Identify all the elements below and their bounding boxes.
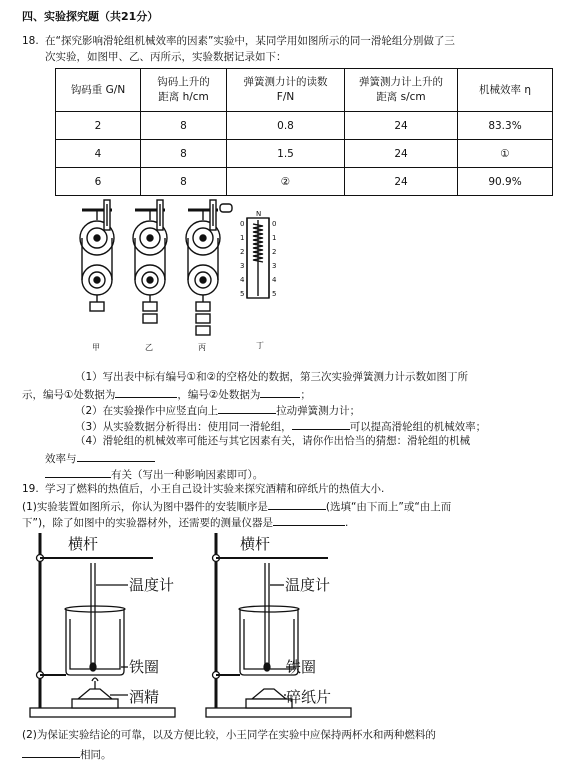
q18-sub4-line1: （4）滑轮组的机械效率可能还与其它因素有关，请你作出恰当的猜想：滑轮组的机械 — [75, 435, 471, 447]
scale-tick: 4 — [240, 276, 245, 284]
table-cell: 24 — [345, 168, 458, 196]
table-cell: 24 — [345, 140, 458, 168]
pulley-setup-yi-icon — [133, 200, 167, 323]
answer-blank-2[interactable] — [260, 386, 300, 398]
header-cell: 钩码重 G/N — [56, 69, 141, 112]
q19-sub1-line1: (1)实验装置如图所示，你认为图中器件的安装顺序是 (选填“由下而上”或“由上而 — [22, 498, 451, 514]
table-header-row — [56, 69, 553, 112]
scale-tick: 3 — [272, 262, 277, 270]
pulley-setup-bing-icon — [186, 200, 232, 335]
header-cell: 钩码上升的 距离 h/cm — [141, 69, 227, 112]
scale-tick: 2 — [272, 248, 277, 256]
table-cell: 83.3% — [458, 112, 553, 140]
q19-sub2-line1: (2)为保证实验结论的可靠，以及方便比较，小王同学在实验中应保持两杯水和两种燃料的 — [22, 729, 436, 741]
table-cell: 8 — [141, 140, 227, 168]
answer-blank-3[interactable] — [218, 402, 276, 414]
answer-blank-5b[interactable] — [45, 466, 111, 478]
table-cell: 2 — [56, 112, 141, 140]
scale-tick: 5 — [272, 290, 277, 298]
spring-scale-ding-icon — [247, 218, 269, 298]
q18-sub2: （2）在实验操作中应竖直向上 拉动弹簧测力计； — [75, 402, 360, 418]
label-alcohol: 酒精 — [129, 688, 160, 706]
q18-intro-line1: 在“探究影响滑轮组机械效率的因素”实验中，某同学用如图所示的同一滑轮组分别做了三 — [45, 35, 455, 47]
table-cell: 6 — [56, 168, 141, 196]
q19-number: 19. — [22, 483, 39, 495]
q18-sub4-line2: 效率与 — [45, 450, 155, 466]
figure-label-bing: 丙 — [198, 343, 206, 352]
table-row — [56, 112, 553, 140]
q18-sub1-line1: （1）写出表中标有编号①和②的空格处的数据，第三次实验弹簧测力计示数如图丁所 — [75, 371, 469, 383]
q18-intro-line2: 次实验，如图甲、乙、丙所示，实验数据记录如下： — [45, 51, 287, 63]
header-cell: 弹簧测力计的读数 F/N — [227, 69, 345, 112]
q18-number: 18. — [22, 35, 39, 47]
table-cell: ① — [458, 140, 553, 168]
table-cell: ② — [227, 168, 345, 196]
label-thermometer-left: 温度计 — [129, 576, 175, 594]
scale-tick: 5 — [240, 290, 245, 298]
pulley-setup-jia-icon — [80, 200, 114, 311]
table-cell: 8 — [141, 112, 227, 140]
figure-label-yi: 乙 — [145, 343, 153, 352]
scale-tick: 3 — [240, 262, 245, 270]
q18-sub1-line2: 示，编号①处数据为 ，编号②处数据为 ； — [22, 386, 311, 402]
figure-label-jia: 甲 — [92, 343, 100, 352]
label-crossbar-left: 横杆 — [68, 535, 99, 553]
table-cell: 8 — [141, 168, 227, 196]
scale-tick: 0 — [272, 220, 277, 228]
scale-tick: 0 — [240, 220, 245, 228]
label-crossbar-right: 横杆 — [240, 535, 271, 553]
label-iron-ring-left: 铁圈 — [129, 658, 160, 676]
label-thermometer-right: 温度计 — [285, 576, 331, 594]
data-table — [55, 68, 553, 196]
table-cell: 90.9% — [458, 168, 553, 196]
q19-sub1-line2: 下”)，除了如图中的实验器材外，还需要的测量仪器是 . — [22, 514, 348, 530]
q18-sub4-line3: 有关（写出一种影响因素即可）。 — [45, 466, 263, 482]
heating-apparatus-figure — [28, 525, 388, 720]
q19-sub2-line2: 相同。 — [22, 746, 112, 762]
scale-tick: 4 — [272, 276, 277, 284]
table-cell: 4 — [56, 140, 141, 168]
q18-sub3: （3）从实验数据分析得出：使用同一滑轮组， 可以提高滑轮组的机械效率； — [75, 418, 486, 434]
figure-label-ding: 丁 — [256, 341, 264, 350]
table-cell: 24 — [345, 112, 458, 140]
header-cell: 弹簧测力计上升的 距离 s/cm — [345, 69, 458, 112]
answer-blank-5[interactable] — [77, 450, 155, 462]
answer-blank-4[interactable] — [292, 418, 350, 430]
answer-blank-1[interactable] — [115, 386, 177, 398]
label-paper-scraps: 碎纸片 — [286, 688, 332, 706]
label-iron-ring-right: 铁圈 — [286, 658, 317, 676]
table-cell: 0.8 — [227, 112, 345, 140]
header-cell: 机械效率 η — [458, 69, 553, 112]
table-row — [56, 168, 553, 196]
scale-tick: 1 — [240, 234, 245, 242]
section-title: 四、实验探究题（共21分） — [22, 10, 159, 23]
answer-blank-6[interactable] — [268, 498, 326, 510]
q19-intro: 学习了燃料的热值后，小王自己设计实验来探究酒精和碎纸片的热值大小. — [45, 483, 385, 495]
scale-unit: N — [256, 210, 262, 218]
table-cell: 1.5 — [227, 140, 345, 168]
pulley-figure — [60, 198, 300, 358]
scale-tick: 2 — [240, 248, 245, 256]
scale-tick: 1 — [272, 234, 277, 242]
table-row — [56, 140, 553, 168]
answer-blank-8[interactable] — [22, 746, 80, 758]
